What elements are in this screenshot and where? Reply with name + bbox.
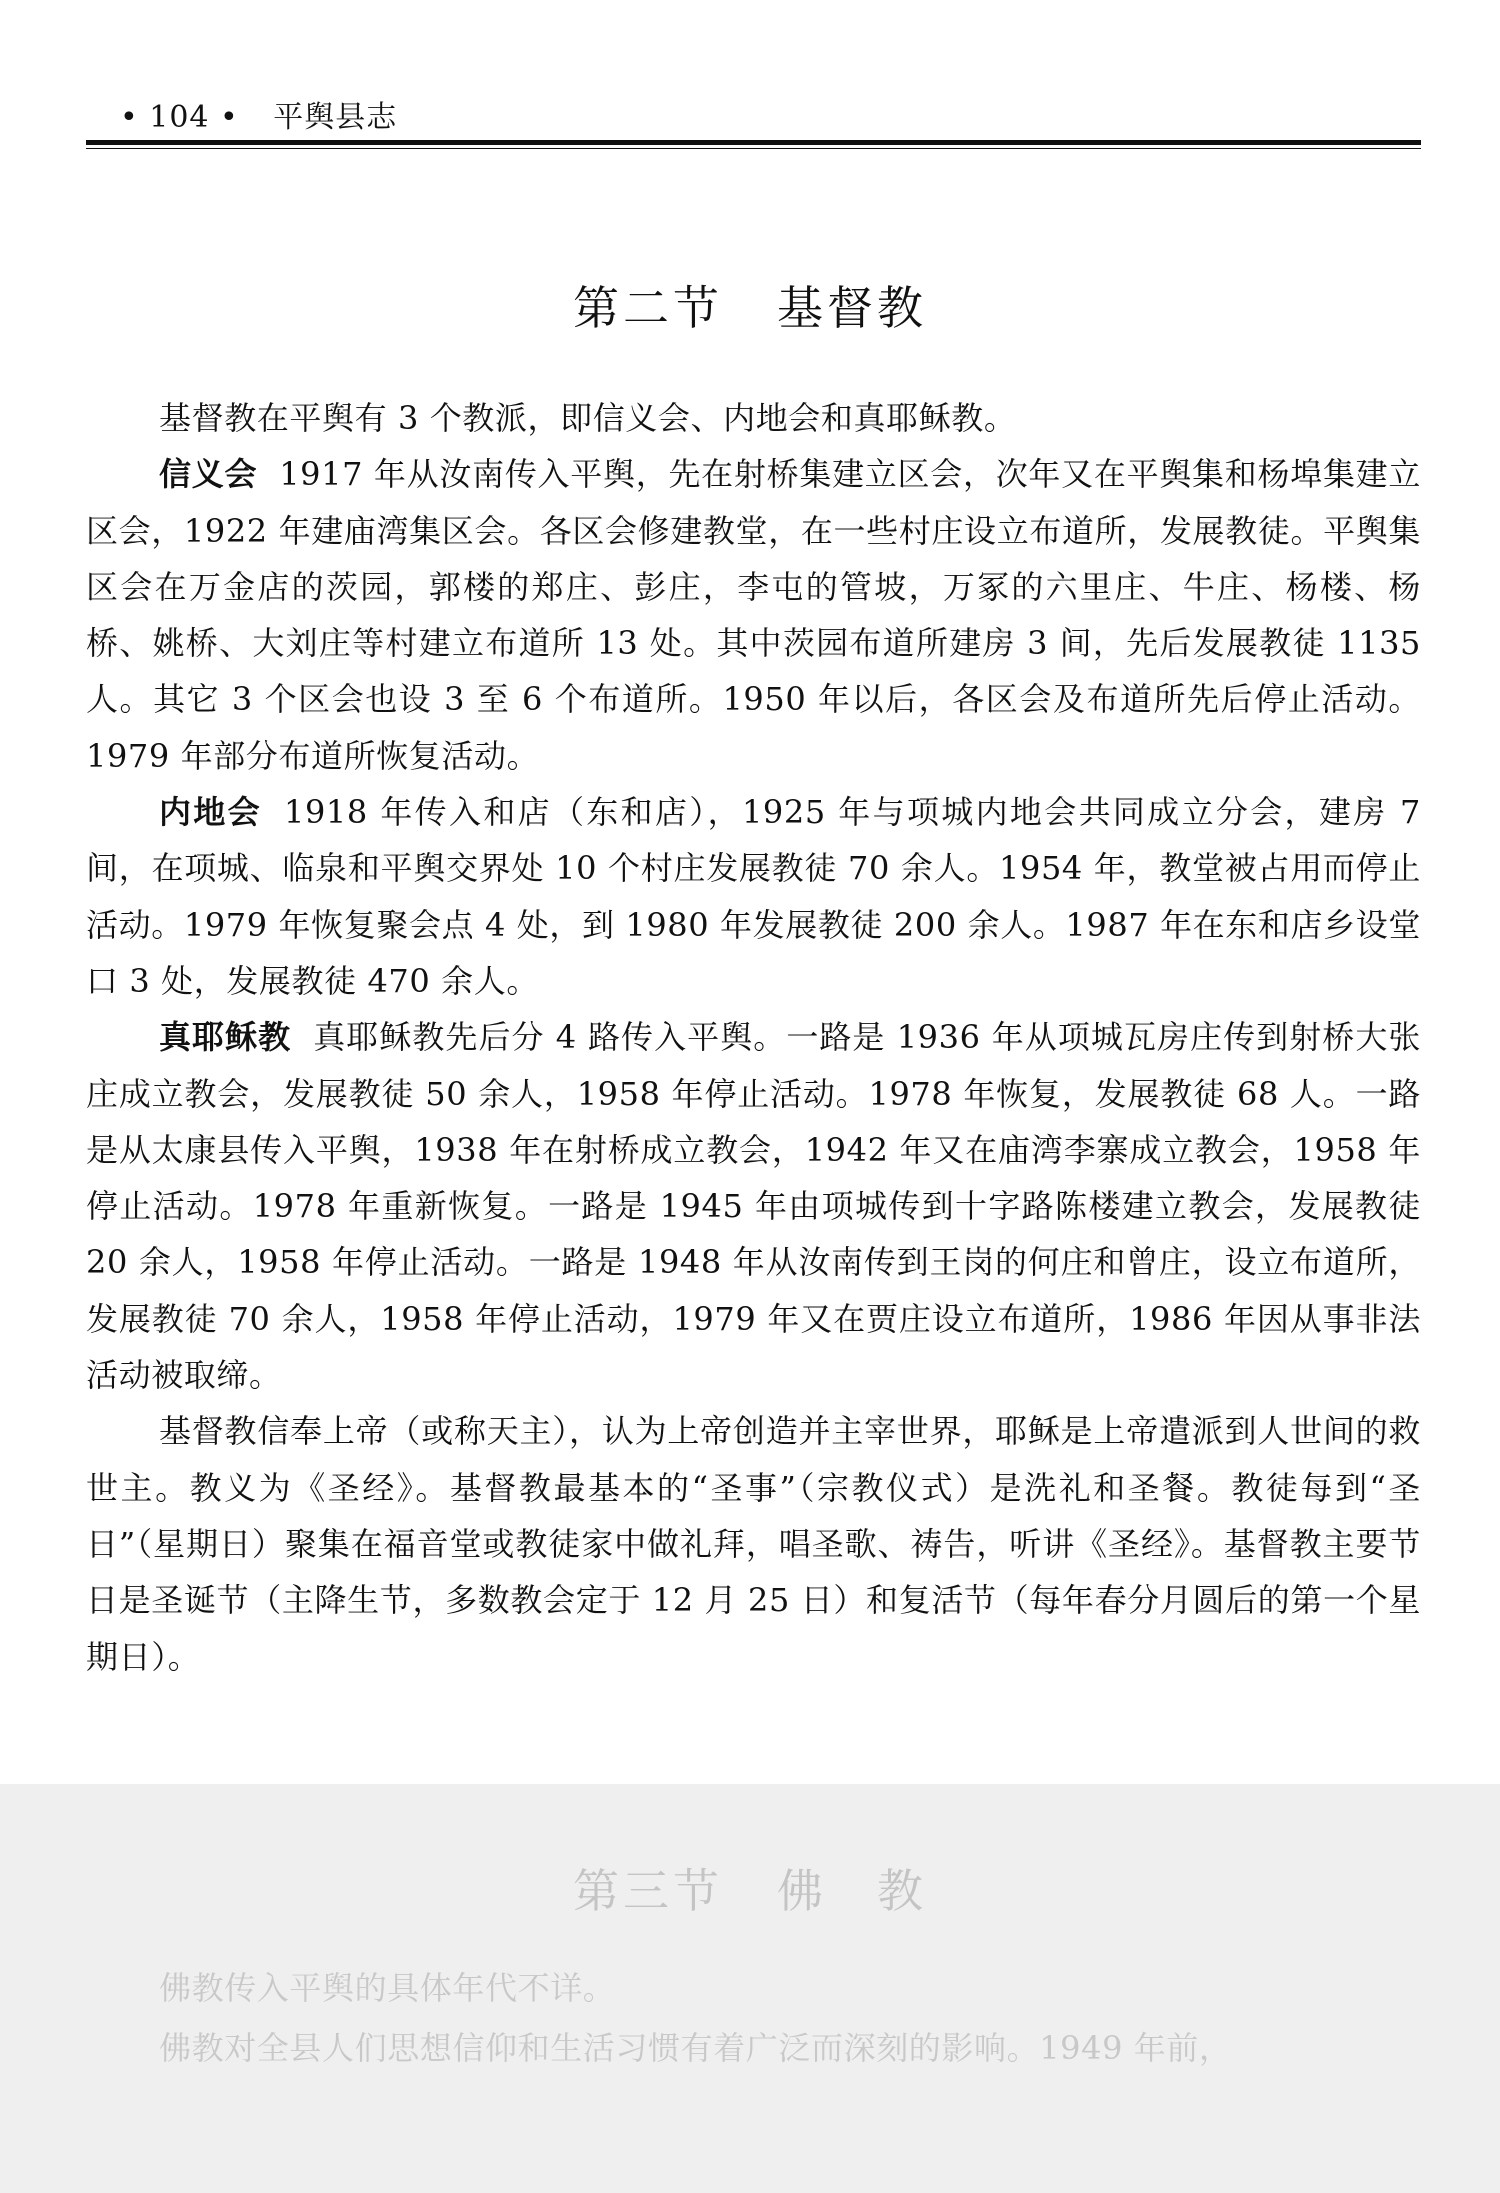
paragraph-text: 1918 年传入和店（东和店），1925 年与项城内地会共同成立分会，建房 7 间，在项城、临泉和平舆交界处 10 个村庄发展教徒 70 余人。1954 年，教堂被占用而停止活动。1979 年恢复聚会点 4 处，到 1980 年发展教徒 200 余人。1987 年在东和店乡设堂口 3 处，发展教徒 470 余人。 xyxy=(86,793,1421,1000)
paragraph-doctrine xyxy=(86,1403,1421,1684)
paragraph-neidihui xyxy=(86,784,1421,1009)
section-number: 第二节 xyxy=(573,281,723,335)
next-section-title xyxy=(0,1855,1500,1921)
paragraph-lead: 真耶稣教 xyxy=(159,1018,292,1057)
page-number: • 104 • xyxy=(120,100,239,135)
section-name: 基督教 xyxy=(777,281,927,335)
paragraph-lead: 信义会 xyxy=(159,455,258,494)
section-title xyxy=(0,272,1500,338)
next-section-line: 佛教传入平舆的具体年代不详。 xyxy=(159,1969,616,2007)
paragraph-lead: 内地会 xyxy=(159,793,262,832)
paragraph-zhenyesujiao xyxy=(86,1009,1421,1403)
paragraph-intro xyxy=(86,390,1421,446)
next-section-body xyxy=(86,1958,1421,2078)
section-body xyxy=(86,390,1421,1685)
header-rule-thin xyxy=(86,148,1421,149)
header-text xyxy=(120,92,397,136)
next-section-line: 佛教对全县人们思想信仰和生活习惯有着广泛而深刻的影响。1949 年前， xyxy=(159,2029,1232,2067)
paragraph-xinyihui xyxy=(86,446,1421,784)
next-section-name: 佛 教 xyxy=(777,1864,927,1918)
header-rule-thick xyxy=(86,140,1421,145)
paragraph-text: 1917 年从汝南传入平舆，先在射桥集建立区会，次年又在平舆集和杨埠集建立区会，1922 年建庙湾集区会。各区会修建教堂，在一些村庄设立布道所，发展教徒。平舆集区会在万金店的茨园，郭楼的郑庄、彭庄，李屯的管坡，万冢的六里庄、牛庄、杨楼、杨桥、姚桥、大刘庄等村建立布道所 13 处。其中茨园布道所建房 3 间，先后发展教徒 1135 人。其它 3 个区会也设 3 至 6 个布道所。1950 年以后，各区会及布道所先后停止活动。1979 年部分布道所恢复活动。 xyxy=(86,455,1421,775)
paragraph-text: 基督教信奉上帝（或称天主），认为上帝创造并主宰世界，耶稣是上帝遣派到人世间的救世主。教义为《圣经》。基督教最基本的“圣事”（宗教仪式）是洗礼和圣餐。教徒每到“圣日”（星期日）聚集在福音堂或教徒家中做礼拜，唱圣歌、祷告，听讲《圣经》。基督教主要节日是圣诞节（主降生节，多数教会定于 12 月 25 日）和复活节（每年春分月圆后的第一个星期日）。 xyxy=(86,1412,1421,1676)
page-header xyxy=(86,88,1421,148)
next-section-number: 第三节 xyxy=(573,1864,723,1918)
paragraph-text: 真耶稣教先后分 4 路传入平舆。一路是 1936 年从项城瓦房庄传到射桥大张庄成立教会，发展教徒 50 余人，1958 年停止活动。1978 年恢复，发展教徒 68 人。一路是从太康县传入平舆，1938 年在射桥成立教会，1942 年又在庙湾李寨成立教会，1958 年停止活动。1978 年重新恢复。一路是 1945 年由项城传到十字路陈楼建立教会，发展教徒 20 余人，1958 年停止活动。一路是 1948 年从汝南传到王岗的何庄和曾庄，设立布道所，发展教徒 70 余人，1958 年停止活动，1979 年又在贾庄设立布道所，1986 年因从事非法活动被取缔。 xyxy=(86,1018,1421,1395)
book-title: 平舆县志 xyxy=(273,100,398,135)
paragraph-text: 基督教在平舆有 3 个教派，即信义会、内地会和真耶稣教。 xyxy=(159,399,1017,437)
